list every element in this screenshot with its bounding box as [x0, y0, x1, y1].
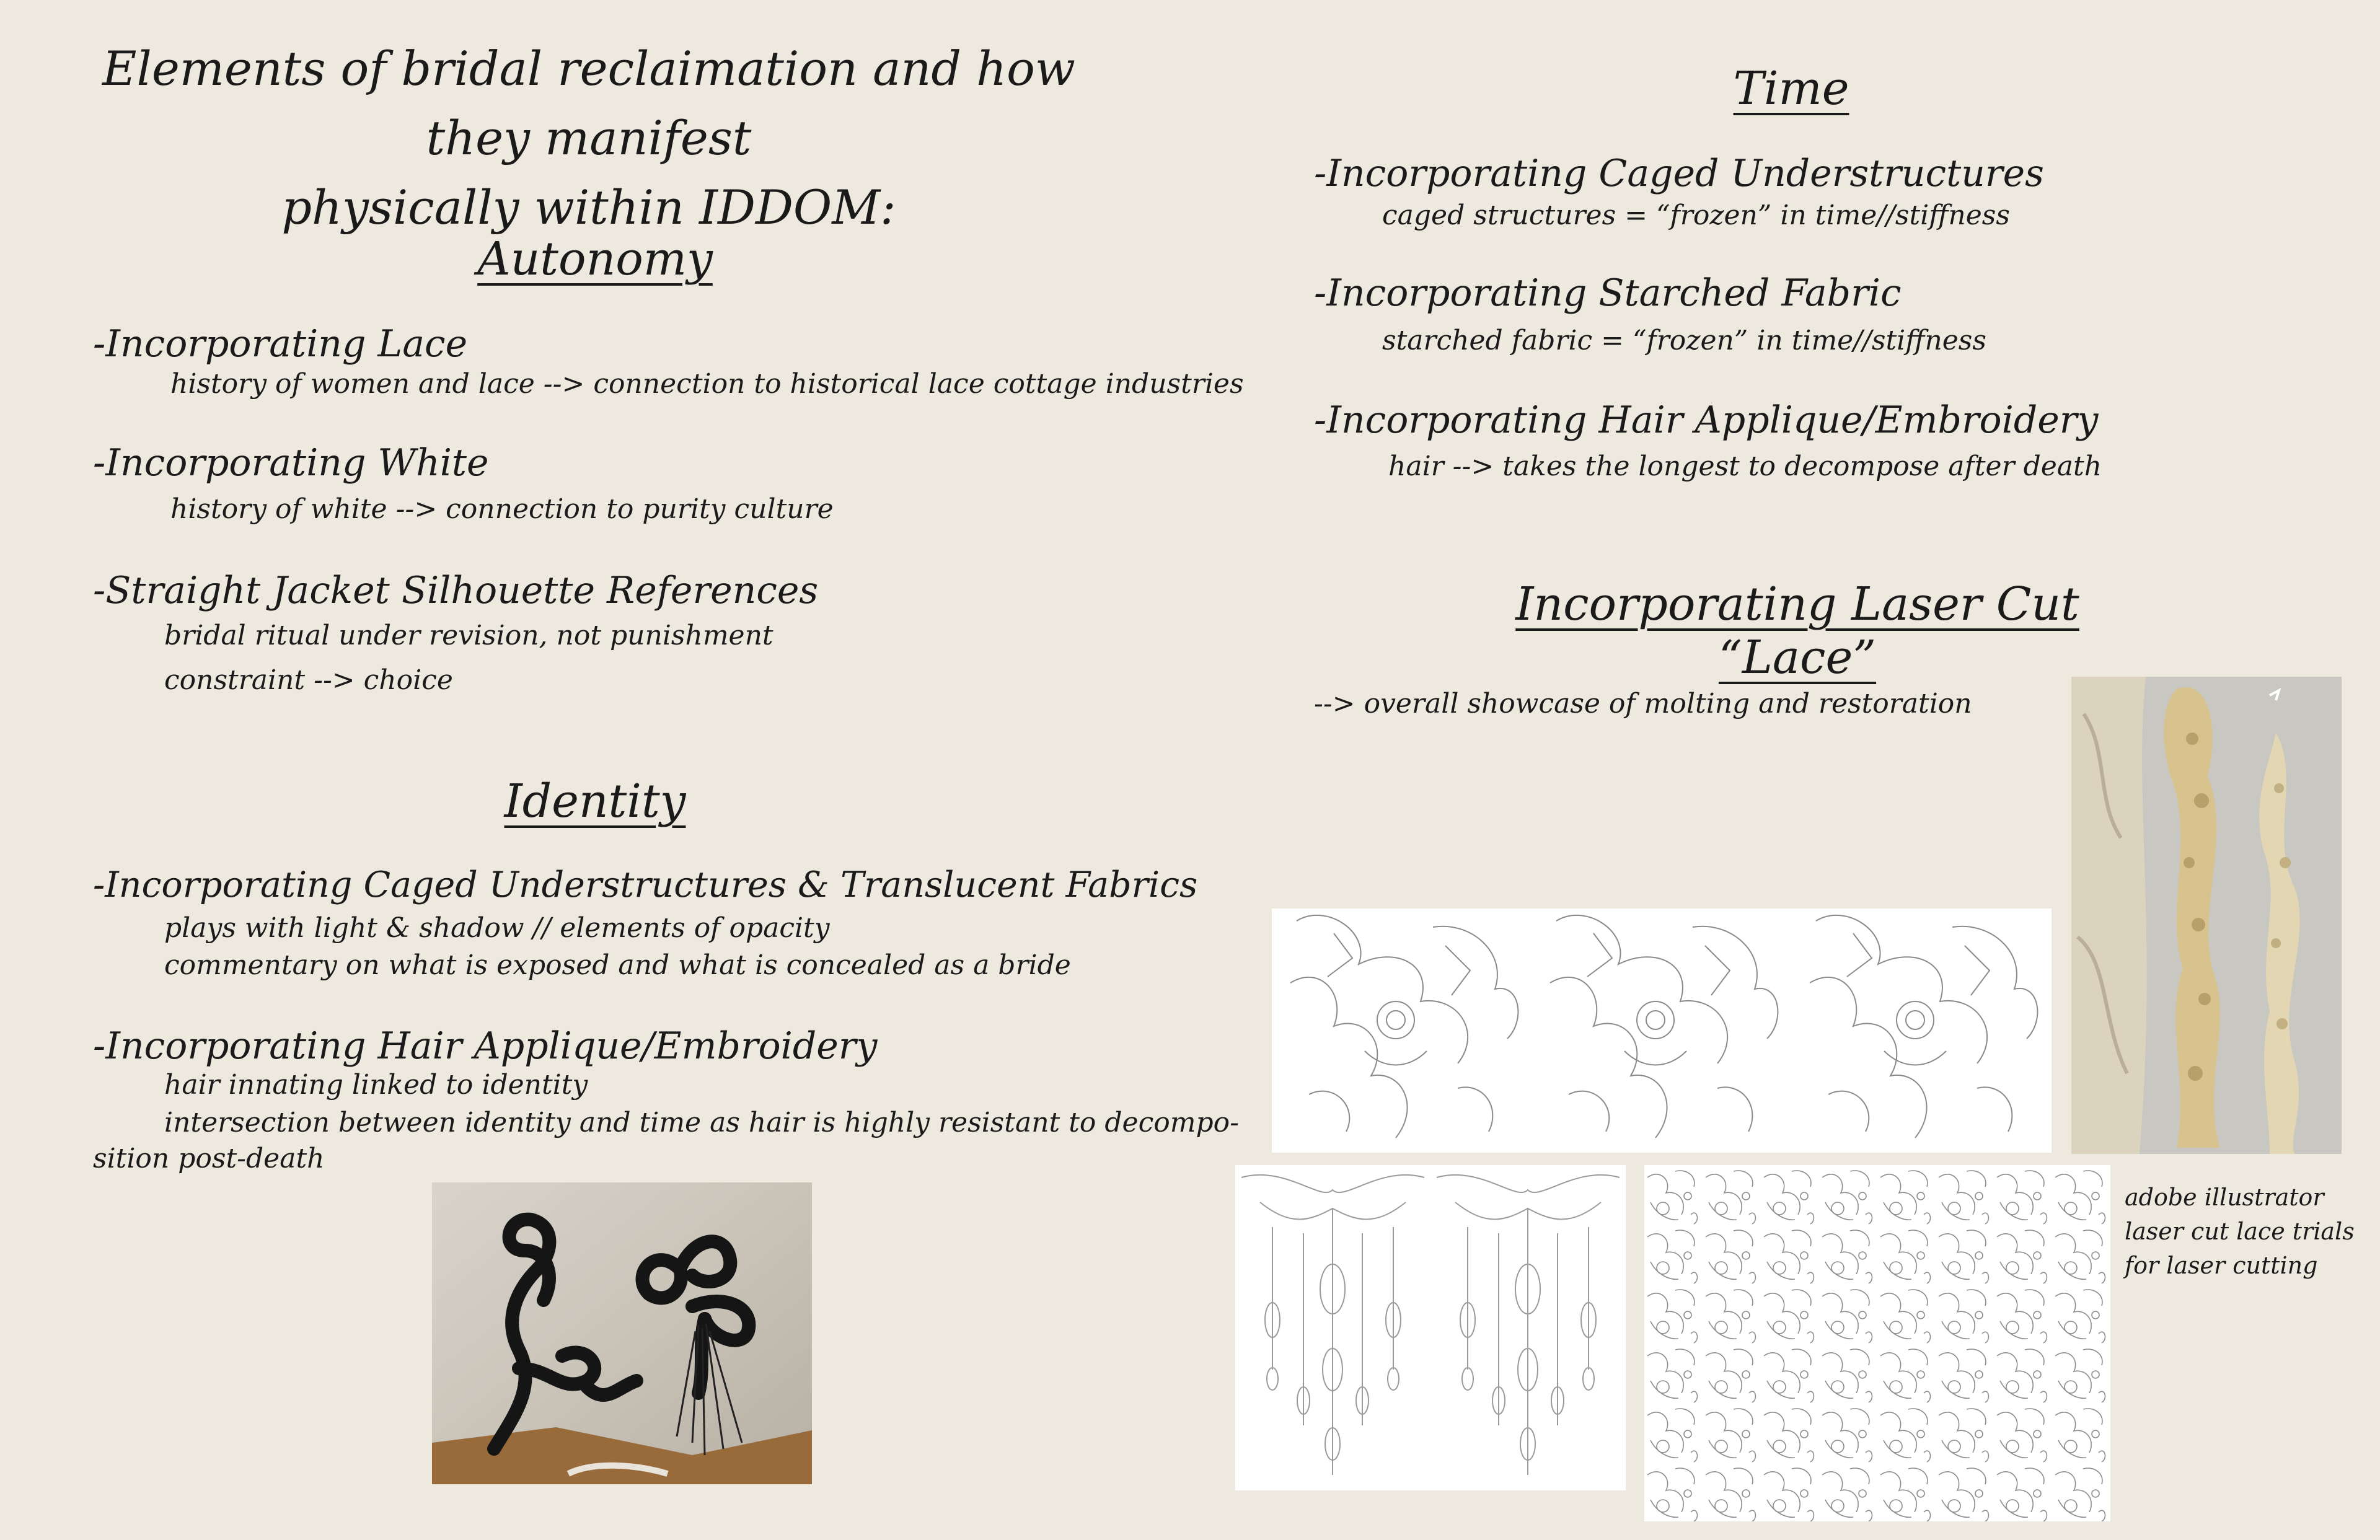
lace-caption-line-3: for laser cutting [2125, 1252, 2318, 1279]
time-hair-note: hair --> takes the longest to decompose after death [1388, 451, 2102, 482]
lace-caption-line-1: adobe illustrator [2125, 1184, 2324, 1211]
autonomy-item-white: -Incorporating White [93, 441, 489, 485]
autonomy-item-lace: -Incorporating Lace [93, 322, 468, 366]
laser-heading: Incorporating Laser Cut “Lace” [1515, 578, 2079, 684]
time-item-hair: -Incorporating Hair Applique/Embroidery [1314, 398, 2099, 442]
autonomy-white-note: history of white --> connection to purity culture [170, 493, 834, 525]
autonomy-heading: Autonomy [477, 232, 713, 286]
lace-allover-illustration [1644, 1165, 2110, 1521]
time-item-caged: -Incorporating Caged Understructures [1314, 152, 2044, 195]
time-heading: Time [1733, 62, 1849, 115]
title-line-1: Elements of bridal reclaimation and how they manifest [102, 41, 1075, 165]
time-item-starched: -Incorporating Starched Fabric [1314, 271, 1902, 315]
time-caged-note: caged structures = “frozen” in time//stiffness [1382, 200, 2010, 231]
identity-hair-note-1: hair innating linked to identity [164, 1069, 588, 1101]
identity-heading: Identity [504, 775, 686, 828]
autonomy-item-straight-jacket: -Straight Jacket Silhouette References [93, 569, 819, 612]
identity-caged-note-2: commentary on what is exposed and what is concealed as a bride [164, 949, 1071, 981]
identity-item-hair: -Incorporating Hair Applique/Embroidery [93, 1024, 878, 1068]
autonomy-straight-jacket-note-2: constraint --> choice [164, 664, 453, 696]
identity-hair-note-3: sition post-death [93, 1143, 325, 1174]
lace-caption-line-2: laser cut lace trials [2125, 1218, 2355, 1245]
identity-caged-note-1: plays with light & shadow // elements of opacity [164, 912, 830, 944]
lace-pendant-illustration [1235, 1165, 1626, 1490]
page-title [74, 34, 1103, 242]
hair-embroidery-photo [432, 1182, 812, 1484]
time-starched-note: starched fabric = “frozen” in time//stiffness [1382, 325, 1986, 356]
laser-note: --> overall showcase of molting and restoration [1314, 688, 1972, 719]
lace-caption [2125, 1181, 2355, 1283]
title-line-2: physically within IDDOM: [281, 180, 896, 235]
identity-hair-note-2: intersection between identity and time as hair is highly resistant to decompo- [164, 1107, 1239, 1138]
laser-cut-lace-photo [2071, 677, 2342, 1154]
lace-border-illustration [1272, 909, 2052, 1153]
identity-item-caged: -Incorporating Caged Understructures & Translucent Fabrics [93, 865, 1198, 905]
autonomy-straight-jacket-note-1: bridal ritual under revision, not punishment [164, 620, 774, 651]
autonomy-lace-note: history of women and lace --> connection to historical lace cottage industries [170, 368, 1244, 400]
